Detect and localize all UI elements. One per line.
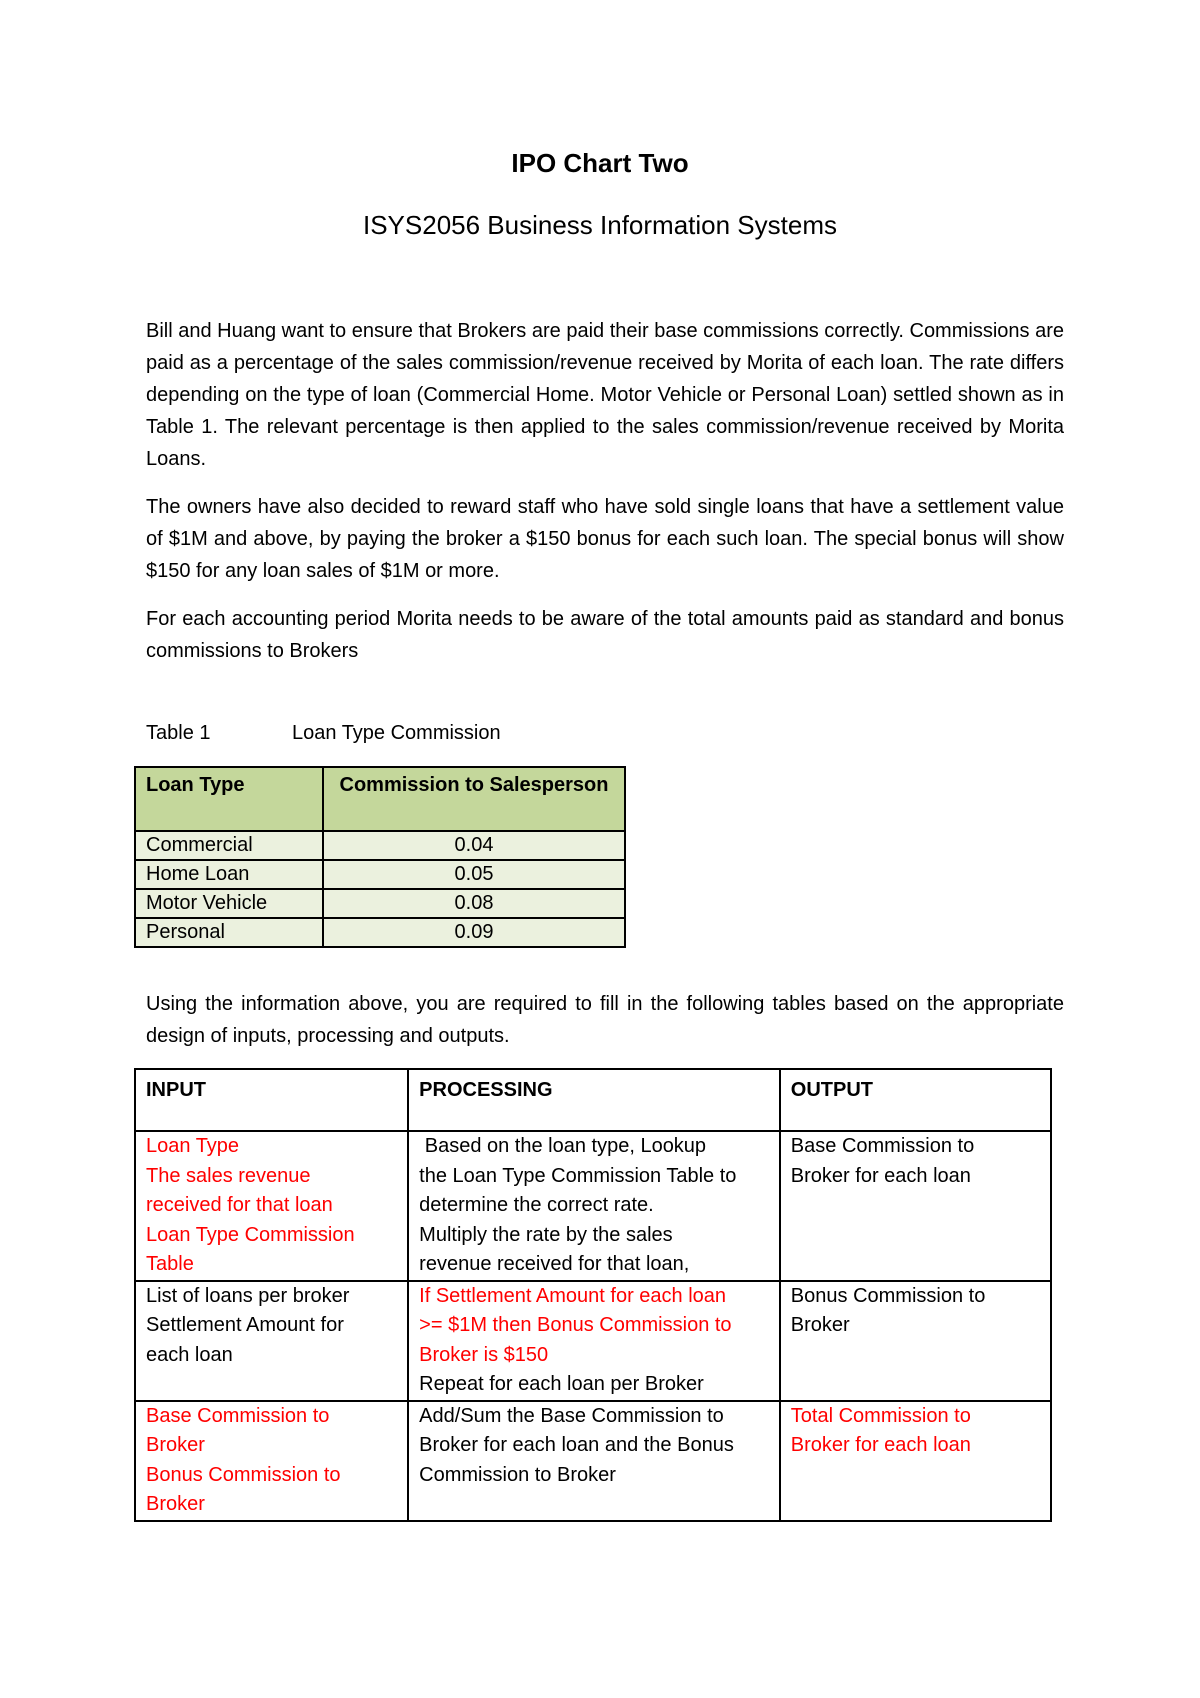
cell-line: List of loans per broker [146,1284,350,1307]
cell-line: Repeat for each loan per Broker [419,1373,704,1395]
cell-line: the Loan Type Commission Table to [419,1164,737,1187]
input-cell [135,1131,408,1281]
cell-line: Broker for each loan [790,1434,971,1456]
processing-cell [408,1401,780,1521]
commission-rate-cell: 0.09 [323,918,625,947]
table-header-row [135,767,625,831]
ipo-header-row [135,1069,1051,1131]
cell-line: Table [146,1253,194,1275]
course-subtitle: ISYS2056 Business Information Systems [362,210,837,240]
commission-rate-cell: 0.04 [323,831,625,860]
cell-line: Add/Sum the Base Commission to [419,1404,724,1427]
cell-line: Broker [146,1493,205,1515]
input-cell [135,1401,408,1521]
processing-cell [408,1281,780,1401]
ipo-chart-table [134,1068,1052,1522]
cell-line: Broker [790,1314,850,1336]
table1-caption [146,722,501,745]
header-output: OUTPUT [780,1069,1051,1131]
table-row [135,1131,1051,1281]
cell-line: Broker [146,1434,205,1456]
loan-type-cell: Commercial [135,831,323,860]
cell-line: determine the correct rate. [419,1194,654,1216]
cell-line: Base Commission to [790,1135,975,1157]
header-input: INPUT [135,1069,408,1131]
paragraph-bonus: The owners have also decided to reward staff who have sold single loans that have a settlement value of $1M and above, by paying the broker a $150 bonus for each such loan. The special bonus will show $150 for any loan sales of $1M or more. [146,496,1064,582]
page-title: IPO Chart Two [511,148,689,178]
commission-rate-cell: 0.08 [323,889,625,918]
paragraph-instruction: Using the information above, you are required to fill in the following tables based on the appropriate design of inputs, processing and outputs. [146,993,1064,1047]
loan-type-cell: Home Loan [135,860,323,889]
loan-type-cell: Motor Vehicle [135,889,323,918]
cell-line: Bonus Commission to [146,1463,341,1486]
cell-line: The sales revenue [146,1164,311,1187]
table-row [135,831,625,860]
table-row [135,1281,1051,1401]
cell-line: Base Commission to [146,1404,330,1427]
cell-line: If Settlement Amount for each loan [419,1284,727,1307]
cell-line: Commission to Broker [419,1463,616,1486]
cell-line: each loan [146,1343,233,1366]
cell-line: revenue received for that loan, [419,1253,690,1275]
header-loan-type: Loan Type [135,767,323,831]
output-cell [780,1131,1051,1281]
table1-caption-number: Table 1 [146,722,211,744]
header-commission: Commission to Salesperson [323,767,625,831]
cell-line: Broker is $150 [419,1343,549,1366]
cell-line: received for that loan [146,1194,333,1216]
cell-line: >= $1M then Bonus Commission to [419,1314,732,1336]
cell-line: Settlement Amount for [146,1314,344,1336]
paragraph-accounting: For each accounting period Morita needs to be aware of the total amounts paid as standard and bonus commissions to Brokers [146,608,1064,662]
commission-rate-cell: 0.05 [323,860,625,889]
cell-line: Multiply the rate by the sales [419,1223,673,1246]
cell-line: Loan Type Commission [146,1223,355,1246]
cell-line: Based on the loan type, Lookup [419,1135,707,1157]
intro-text [146,315,1064,683]
loan-type-commission-table [134,766,626,948]
instruction-text [146,988,1064,1068]
header-processing: PROCESSING [408,1069,780,1131]
cell-line: Broker for each loan and the Bonus [419,1434,734,1456]
cell-line: Broker for each loan [790,1164,971,1187]
input-cell [135,1281,408,1401]
cell-line: Total Commission to [790,1404,971,1427]
table-row [135,889,625,918]
table1-caption-title: Loan Type Commission [292,722,501,744]
paragraph-base-commission: Bill and Huang want to ensure that Brokers are paid their base commissions correctly. Commissions are paid as a percentage of the sales commission/revenue received by Morita of each loan. The rate differs depending on the type of loan (Commercial Home. Motor Vehicle or Personal Loan) settled shown as in Table 1. The relevant percentage is then applied to the sales commission/revenue received by Morita Loans. [146,320,1064,470]
table-row [135,1401,1051,1521]
loan-type-cell: Personal [135,918,323,947]
cell-line: Loan Type [146,1135,240,1157]
output-cell [780,1281,1051,1401]
table-row [135,918,625,947]
output-cell [780,1401,1051,1521]
cell-line: Bonus Commission to [790,1284,986,1307]
processing-cell [408,1131,780,1281]
table-row [135,860,625,889]
